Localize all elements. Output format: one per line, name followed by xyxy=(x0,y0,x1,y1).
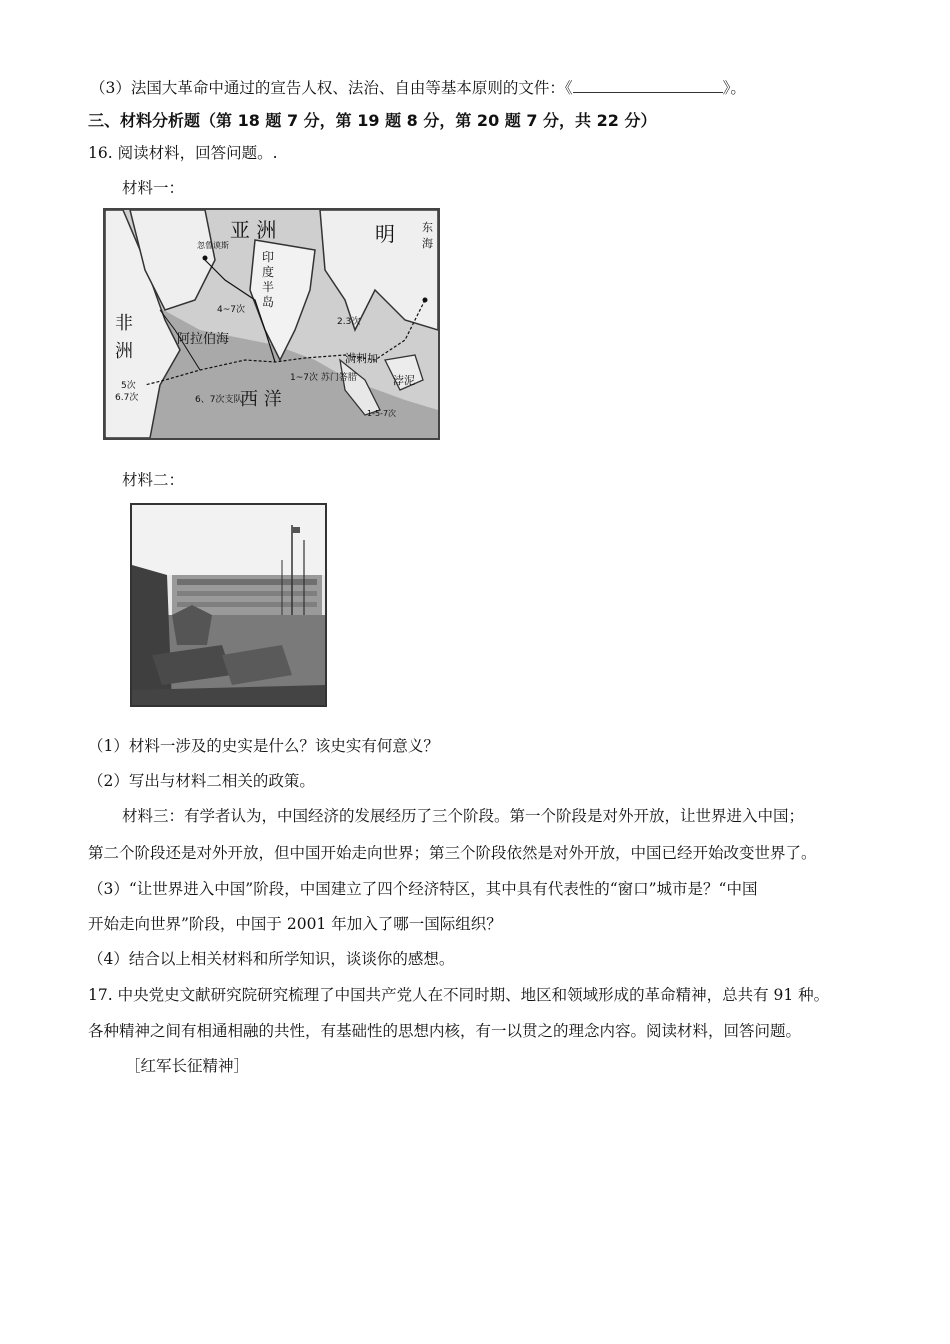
material2-label: 材料二： xyxy=(122,471,185,489)
label-fleet-5: 5次 xyxy=(121,381,136,391)
label-asia: 亚 洲 xyxy=(230,218,277,242)
material3-line2: 第二个阶段还是对外开放，但中国开始走向世界；第三个阶段依然是对外开放，中国已经开始改变世界了。 xyxy=(88,844,817,862)
label-fleet-4-7: 4~7次 xyxy=(217,305,245,315)
q17-tag: ［红军长征精神］ xyxy=(125,1057,250,1075)
harbor-svg xyxy=(132,505,325,705)
label-africa: 非 洲 xyxy=(115,313,133,362)
label-fleet-2-3: 2.3次 xyxy=(337,317,361,327)
q16-sub3-line1: （3）“让世界进入中国”阶段，中国建立了四个经济特区，其中具有代表性的“窗口”城市是？“中国 xyxy=(88,880,758,898)
q16-sub3-line2: 开始走向世界”阶段，中国于 2001 年加入了哪一国际组织？ xyxy=(88,915,502,933)
china-point xyxy=(423,298,428,303)
label-ming: 明 xyxy=(375,222,395,246)
q15-3-end: 》。 xyxy=(722,79,746,97)
label-malacca: 满剌加 xyxy=(345,352,378,365)
q15-3-text: （3）法国大革命中通过的宣告人权、法治、自由等基本原则的文件：《 xyxy=(90,79,573,97)
q16-sub2: （2）写出与材料二相关的政策。 xyxy=(88,772,315,790)
label-hormuz: 忽鲁谟斯 xyxy=(197,241,229,250)
hormuz-point xyxy=(203,256,208,261)
label-fleet-67-branch: 6、7次支队 xyxy=(195,395,243,405)
q15-3-answer-blank[interactable] xyxy=(573,78,723,93)
q17-line2: 各种精神之间有相通相融的共性，有基础性的思想内核，有一以贯之的理念内容。阅读材料，回答问题。 xyxy=(88,1022,802,1040)
q16-sub4: （4）结合以上相关材料和所学知识，谈谈你的感想。 xyxy=(88,950,455,968)
label-east-sea: 东 海 xyxy=(422,221,433,250)
label-arabian-sea: 阿拉伯海 xyxy=(177,332,230,347)
label-sumatra: 1~7次 苏门答腊 xyxy=(290,373,357,383)
section3-heading: 三、材料分析题（第 18 题 7 分，第 19 题 8 分，第 20 题 7 分，共 22 分） xyxy=(88,111,657,130)
q16-sub1: （1）材料一涉及的史实是什么？该史实有何意义？ xyxy=(88,737,439,755)
q16-stem: 16. 阅读材料，回答问题。. xyxy=(88,144,278,162)
label-india: 印 度 半 岛 xyxy=(262,250,275,309)
zhenghe-voyage-map xyxy=(103,208,440,440)
harbor-photo xyxy=(130,503,327,707)
material1-label: 材料一： xyxy=(122,179,185,197)
flag xyxy=(292,527,300,533)
label-borneo: 浡泥 xyxy=(393,374,415,387)
q15-3-line xyxy=(90,78,746,98)
label-fleet-6-7: 6.7次 xyxy=(115,393,139,403)
q17-line1: 17. 中央党史文献研究院研究梳理了中国共产党人在不同时期、地区和领域形成的革命精神，总共有 91 种。 xyxy=(88,986,830,1004)
label-fleet-1-5-7: 1-5-7次 xyxy=(367,409,397,418)
label-west-ocean: 西 洋 xyxy=(240,389,282,410)
material3-line1: 材料三：有学者认为，中国经济的发展经历了三个阶段。第一个阶段是对外开放，让世界进入中国； xyxy=(122,807,805,825)
